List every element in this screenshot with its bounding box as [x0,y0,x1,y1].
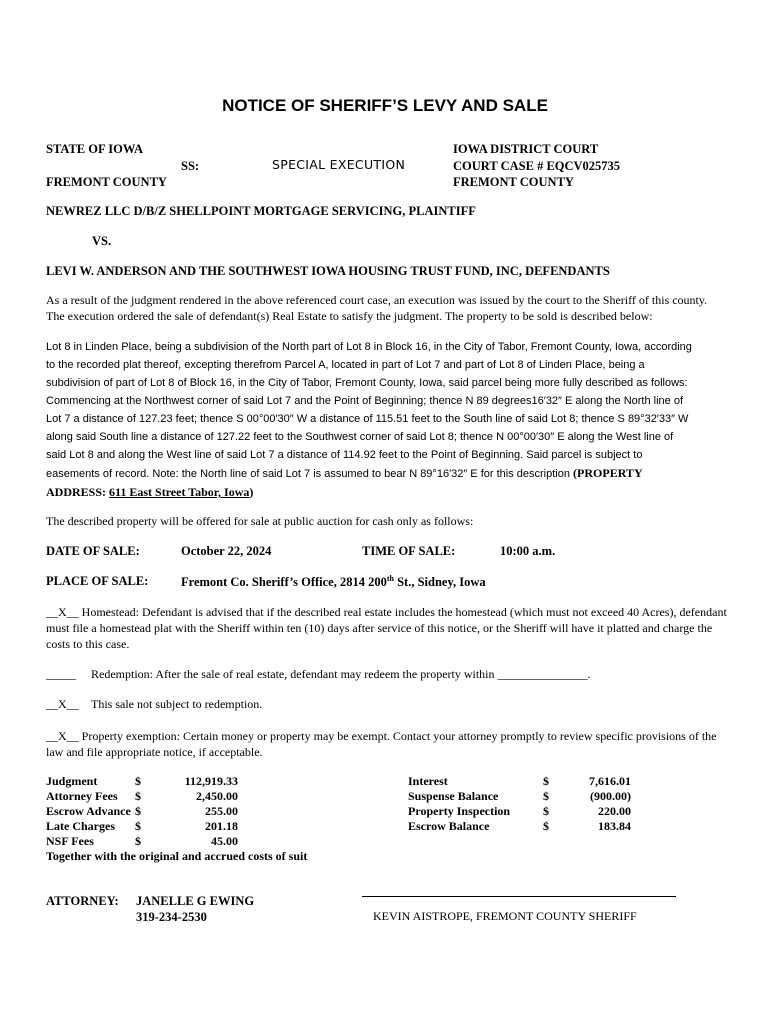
defendants: LEVI W. ANDERSON AND THE SOUTHWEST IOWA HOUSING TRUST FUND, INC, DEFENDANTS [46,264,610,278]
intro-paragraph: As a result of the judgment rendered in the above referenced court case, an execution was issued by the court to the Sheriff of this county. The execution ordered the sale of defendant(s) Real Estate to satisfy the judgment. The property to be sold is described below: [46,293,708,323]
place-superscript: th [386,574,394,583]
legal-line: to the recorded plat thereof, excepting therefrom Parcel A, located in part of Lot 7 and part of Lot 8 of Linden Place, being a [46,359,645,371]
county-label-left: FREMONT COUNTY [46,175,167,189]
costs-note: Together with the original and accrued costs of suit [46,849,308,863]
amount-value: 183.84 [598,819,631,833]
legal-line: Lot 7 a distance of 127.23 feet; thence S 00°00′30″ W a distance of 115.51 feet to the South line of said Lot 8; thence S 89°32′33″ W [46,413,689,425]
amount-label: Late Charges [46,819,115,833]
legal-line: Lot 8 in Linden Place, being a subdivision of the North part of Lot 8 in Block 16, in the City of Tabor, Fremont County, Iowa, according [46,341,692,353]
amount-value: 255.00 [205,804,238,818]
amount-label: Interest [408,774,448,788]
attorney-name: JANELLE G EWING [136,894,255,908]
property-address: 611 East Street Tabor, Iowa [109,485,250,499]
amount-currency: $ [543,789,549,803]
time-of-sale-label: TIME OF SALE: [362,544,456,558]
court-case-number: COURT CASE # EQCV025735 [453,159,621,173]
attorney-label: ATTORNEY: [46,894,119,908]
place-text-end: St., Sidney, Iowa [393,575,486,590]
date-of-sale: October 22, 2024 [181,544,272,558]
amount-currency: $ [543,774,549,788]
address-label: ADDRESS: [46,485,110,499]
amount-value: 2,450.00 [196,789,238,803]
amount-label: Escrow Advance [46,804,131,818]
sheriff-name: KEVIN AISTROPE, FREMONT COUNTY SHERIFF [373,909,637,923]
plaintiff: NEWREZ LLC D/B/Z SHELLPOINT MORTGAGE SERVICING, PLAINTIFF [46,204,476,218]
redemption-mark: _____ [46,667,76,681]
legal-line: subdivision of part of Lot 8 of Block 16, in the City of Tabor, Fremont County, Iowa, said parcel being more fully described as follows: [46,377,688,389]
amount-value: (900.00) [590,789,631,803]
amount-label: NSF Fees [46,834,94,848]
date-of-sale-label: DATE OF SALE: [46,544,140,558]
homestead-mark: __X__ [46,605,79,619]
amount-currency: $ [543,819,549,833]
amount-currency: $ [135,834,141,848]
legal-line-text: easements of record. Note: the North line of said Lot 7 is assumed to bear N 89°16′32″ E for this description [46,468,574,480]
amount-currency: $ [135,819,141,833]
place-text: Fremont Co. Sheriff’s Office, 2814 200 [181,575,387,590]
legal-line [46,464,734,483]
attorney-phone: 319-234-2530 [136,910,207,924]
amount-currency: $ [135,774,141,788]
signature-line [362,896,676,897]
county-label-right: FREMONT COUNTY [453,175,574,189]
property-address-open: (PROPERTY [573,466,643,480]
property-address-line [46,483,734,501]
amount-value: 7,616.01 [589,774,631,788]
state-label: STATE OF IOWA [46,142,144,156]
no-redemption-text: This sale not subject to redemption. [91,697,263,711]
place-of-sale [181,574,486,590]
homestead-paragraph [46,604,728,652]
court-name: IOWA DISTRICT COURT [453,142,599,156]
legal-line: Commencing at the Northwest corner of said Lot 7 and the Point of Beginning; thence N 89 degrees16′32″ E along the North line of [46,395,684,407]
exemption-mark: __X__ [46,729,79,743]
amount-currency: $ [135,804,141,818]
exemption-paragraph [46,728,728,760]
time-of-sale: 10:00 a.m. [500,544,556,558]
execution-type: SPECIAL EXECUTION [272,157,406,172]
document-title: NOTICE OF SHERIFF’S LEVY AND SALE [222,96,548,115]
address-close: ) [249,485,254,499]
amount-value: 201.18 [205,819,238,833]
amount-label: Judgment [46,774,98,788]
versus: VS. [92,234,112,248]
homestead-text: Homestead: Defendant is advised that if the described real estate includes the homestead (which must not exceed 40 Acres), defendant must file a homestead plat with the Sheriff within ten (10) days after service of this notice, or the Sheriff will have it platted and charge the costs to this case. [46,605,727,651]
legal-line: said Lot 8 and along the West line of said Lot 7 a distance of 114.92 feet to the Point of Beginning. Said parcel is subject to [46,449,643,461]
amount-label: Attorney Fees [46,789,118,803]
auction-text: The described property will be offered for sale at public auction for cash only as follows: [46,514,474,528]
amount-label: Escrow Balance [408,819,490,833]
amount-value: 220.00 [598,804,631,818]
legal-description [46,338,734,501]
no-redemption-mark: __X__ [46,697,79,711]
redemption-text: Redemption: After the sale of real estate, defendant may redeem the property within _______________. [91,667,591,681]
amount-value: 45.00 [211,834,238,848]
ss-label: SS: [181,159,200,173]
amount-label: Suspense Balance [408,789,499,803]
amount-value: 112,919.33 [184,774,238,788]
amount-label: Property Inspection [408,804,511,818]
amount-currency: $ [543,804,549,818]
amount-currency: $ [135,789,141,803]
exemption-text: Property exemption: Certain money or property may be exempt. Contact your attorney promptly to review specific provisions of the law and file appropriate notice, if acceptable. [46,729,717,759]
legal-line: along said South line a distance of 127.22 feet to the Southwest corner of said Lot 8; thence N 00°00′30″ E along the West line of [46,431,674,443]
place-of-sale-label: PLACE OF SALE: [46,574,149,588]
